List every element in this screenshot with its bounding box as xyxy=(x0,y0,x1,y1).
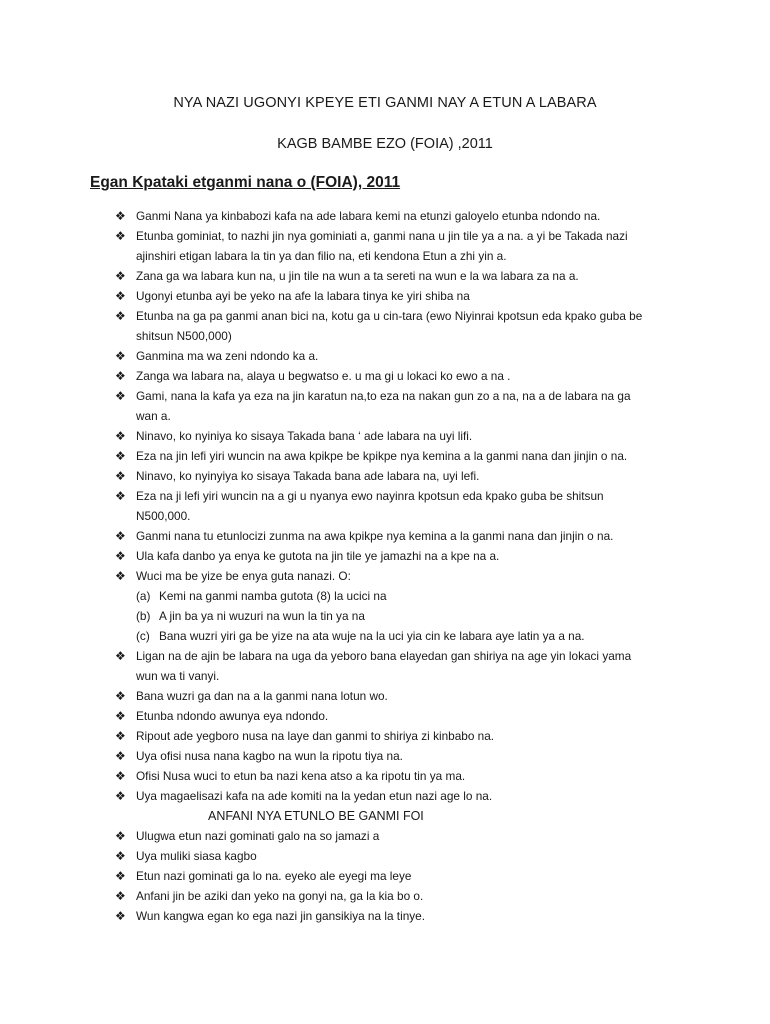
bullet-diamond-icon: ❖ xyxy=(115,829,126,843)
bullet-diamond-icon: ❖ xyxy=(115,889,126,903)
bullet-diamond-icon: ❖ xyxy=(115,229,126,243)
list-item xyxy=(0,226,770,246)
list-item xyxy=(0,206,770,226)
list-item xyxy=(0,686,770,706)
bullet-diamond-icon: ❖ xyxy=(115,549,126,563)
list-item-text: Etun nazi gominati ga lo na. eyeko ale eyegi ma leye xyxy=(136,869,412,883)
bullet-diamond-icon: ❖ xyxy=(115,769,126,783)
bullet-diamond-icon: ❖ xyxy=(115,909,126,923)
list-item-text: Ula kafa danbo ya enya ke gutota na jin tile ye jamazhi na a kpe na a. xyxy=(136,549,500,563)
list-item xyxy=(0,266,770,286)
list-item-text: Anfani jin be aziki dan yeko na gonyi na, ga la kia bo o. xyxy=(136,889,424,903)
list-item xyxy=(0,466,770,486)
sub-item-text: A jin ba ya ni wuzuri na wun la tin ya na xyxy=(159,609,365,623)
subsection-heading: ANFANI NYA ETUNLO BE GANMI FOI xyxy=(208,809,424,823)
list-item xyxy=(0,666,770,686)
list-item xyxy=(0,886,770,906)
list-item-text: Ganmi nana tu etunlocizi zunma na awa kpikpe nya kemina a la ganmi nana dan jinjin o na. xyxy=(136,529,614,543)
list-item xyxy=(0,546,770,566)
sub-item-marker: (b) xyxy=(136,609,151,623)
bullet-diamond-icon: ❖ xyxy=(115,369,126,383)
list-item-continuation: shitsun N500,000) xyxy=(136,329,232,343)
list-item-continuation: N500,000. xyxy=(136,509,191,523)
bullet-diamond-icon: ❖ xyxy=(115,309,126,323)
list-item xyxy=(0,246,770,266)
list-item-text: Gami, nana la kafa ya eza na jin karatun na,to eza na nakan gun zo a na, na a de labara na ga xyxy=(136,389,631,403)
section-heading: Egan Kpataki etganmi nana o (FOIA), 2011 xyxy=(90,174,401,191)
list-item-text: Ligan na de ajin be labara na uga da yeboro bana elayedan gan shiriya na age yin lokaci yama xyxy=(136,649,632,663)
list-item-text: Ninavo, ko nyinyiya ko sisaya Takada bana ade labara na, uyi lefi. xyxy=(136,469,480,483)
bullet-diamond-icon: ❖ xyxy=(115,449,126,463)
bullet-diamond-icon: ❖ xyxy=(115,269,126,283)
list-item-text: Uya magaelisazi kafa na ade komiti na la yedan etun nazi age lo na. xyxy=(136,789,493,803)
list-item xyxy=(0,426,770,446)
bullet-diamond-icon: ❖ xyxy=(115,469,126,483)
list-item xyxy=(0,746,770,766)
list-item xyxy=(0,806,770,826)
bullet-diamond-icon: ❖ xyxy=(115,569,126,583)
list-item xyxy=(0,586,770,606)
bullet-diamond-icon: ❖ xyxy=(115,789,126,803)
bullet-diamond-icon: ❖ xyxy=(115,849,126,863)
list-item-text: Uya muliki siasa kagbo xyxy=(136,849,257,863)
list-item xyxy=(0,446,770,466)
bullet-diamond-icon: ❖ xyxy=(115,389,126,403)
list-item xyxy=(0,566,770,586)
list-item xyxy=(0,786,770,806)
bullet-diamond-icon: ❖ xyxy=(115,689,126,703)
bullet-diamond-icon: ❖ xyxy=(115,709,126,723)
list-item-text: Bana wuzri ga dan na a la ganmi nana lotun wo. xyxy=(136,689,388,703)
list-item xyxy=(0,606,770,626)
list-item xyxy=(0,506,770,526)
bullet-diamond-icon: ❖ xyxy=(115,429,126,443)
bullet-diamond-icon: ❖ xyxy=(115,529,126,543)
list-item-text: Zanga wa labara na, alaya u begwatso e. u ma gi u lokaci ko ewo a na . xyxy=(136,369,511,383)
list-item xyxy=(0,486,770,506)
list-item xyxy=(0,626,770,646)
list-item xyxy=(0,706,770,726)
document-title: NYA NAZI UGONYI KPEYE ETI GANMI NAY A ETUN A LABARA xyxy=(173,95,597,111)
list-item xyxy=(0,766,770,786)
list-item-text: Etunba ndondo awunya eya ndondo. xyxy=(136,709,329,723)
list-item-text: Eza na ji lefi yiri wuncin na a gi u nyanya ewo nayinra kpotsun eda kpako guba be shitsun xyxy=(136,489,604,503)
list-item-text: Ulugwa etun nazi gominati galo na so jamazi a xyxy=(136,829,380,843)
list-item-text: Ganmi Nana ya kinbabozi kafa na ade labara kemi na etunzi galoyelo etunba ndondo na. xyxy=(136,209,601,223)
list-item xyxy=(0,306,770,326)
list-item xyxy=(0,846,770,866)
list-item-continuation: wan a. xyxy=(136,409,171,423)
document-subtitle: KAGB BAMBE EZO (FOIA) ,2011 xyxy=(277,136,493,152)
list-item-text: Ofisi Nusa wuci to etun ba nazi kena atso a ka ripotu tin ya ma. xyxy=(136,769,466,783)
sub-item-text: Bana wuzri yiri ga be yize na ata wuje na la uci yia cin ke labara aye latin ya a na. xyxy=(159,629,585,643)
list-item-continuation: ajinshiri etigan labara la tin ya dan filio na, eti kendona Etun a zhi yin a. xyxy=(136,249,507,263)
bullet-diamond-icon: ❖ xyxy=(115,489,126,503)
bullet-diamond-icon: ❖ xyxy=(115,869,126,883)
bullet-diamond-icon: ❖ xyxy=(115,289,126,303)
list-item xyxy=(0,726,770,746)
list-item-text: Ugonyi etunba ayi be yeko na afe la labara tinya ke yiri shiba na xyxy=(136,289,470,303)
list-item xyxy=(0,386,770,406)
list-item xyxy=(0,646,770,666)
list-item-continuation: wun wa ti vanyi. xyxy=(136,669,220,683)
sub-item-marker: (a) xyxy=(136,589,151,603)
bullet-diamond-icon: ❖ xyxy=(115,729,126,743)
bullet-diamond-icon: ❖ xyxy=(115,349,126,363)
sub-item-text: Kemi na ganmi namba gutota (8) la ucici na xyxy=(159,589,387,603)
list-item xyxy=(0,866,770,886)
bullet-diamond-icon: ❖ xyxy=(115,749,126,763)
list-item xyxy=(0,286,770,306)
list-item-text: Etunba gominiat, to nazhi jin nya gominiati a, ganmi nana u jin tile ya a na. a yi be Takada nazi xyxy=(136,229,628,243)
list-item xyxy=(0,906,770,926)
list-item xyxy=(0,346,770,366)
sub-item-marker: (c) xyxy=(136,629,150,643)
list-item-text: Zana ga wa labara kun na, u jin tile na wun a ta sereti na wun e la wa labara za na a. xyxy=(136,269,579,283)
list-item-text: Eza na jin lefi yiri wuncin na awa kpikpe be kpikpe nya kemina a la ganmi nana dan jinjin o na. xyxy=(136,449,628,463)
list-item xyxy=(0,366,770,386)
list-item xyxy=(0,526,770,546)
list-item-text: Etunba na ga pa ganmi anan bici na, kotu ga u cin-tara (ewo Niyinrai kpotsun eda kpako guba be xyxy=(136,309,643,323)
list-item-text: Ninavo, ko nyiniya ko sisaya Takada bana ‘ ade labara na uyi lifi. xyxy=(136,429,473,443)
bullet-diamond-icon: ❖ xyxy=(115,649,126,663)
list-item-text: Ripout ade yegboro nusa na laye dan ganmi to shiriya zi kinbabo na. xyxy=(136,729,495,743)
list-item-text: Wuci ma be yize be enya guta nanazi. O: xyxy=(136,569,351,583)
list-item xyxy=(0,826,770,846)
bullet-diamond-icon: ❖ xyxy=(115,209,126,223)
bullet-list xyxy=(0,206,770,926)
list-item xyxy=(0,406,770,426)
list-item-text: Ganmina ma wa zeni ndondo ka a. xyxy=(136,349,319,363)
list-item-text: Uya ofisi nusa nana kagbo na wun la ripotu tiya na. xyxy=(136,749,403,763)
list-item xyxy=(0,326,770,346)
list-item-text: Wun kangwa egan ko ega nazi jin gansikiya na la tinye. xyxy=(136,909,425,923)
